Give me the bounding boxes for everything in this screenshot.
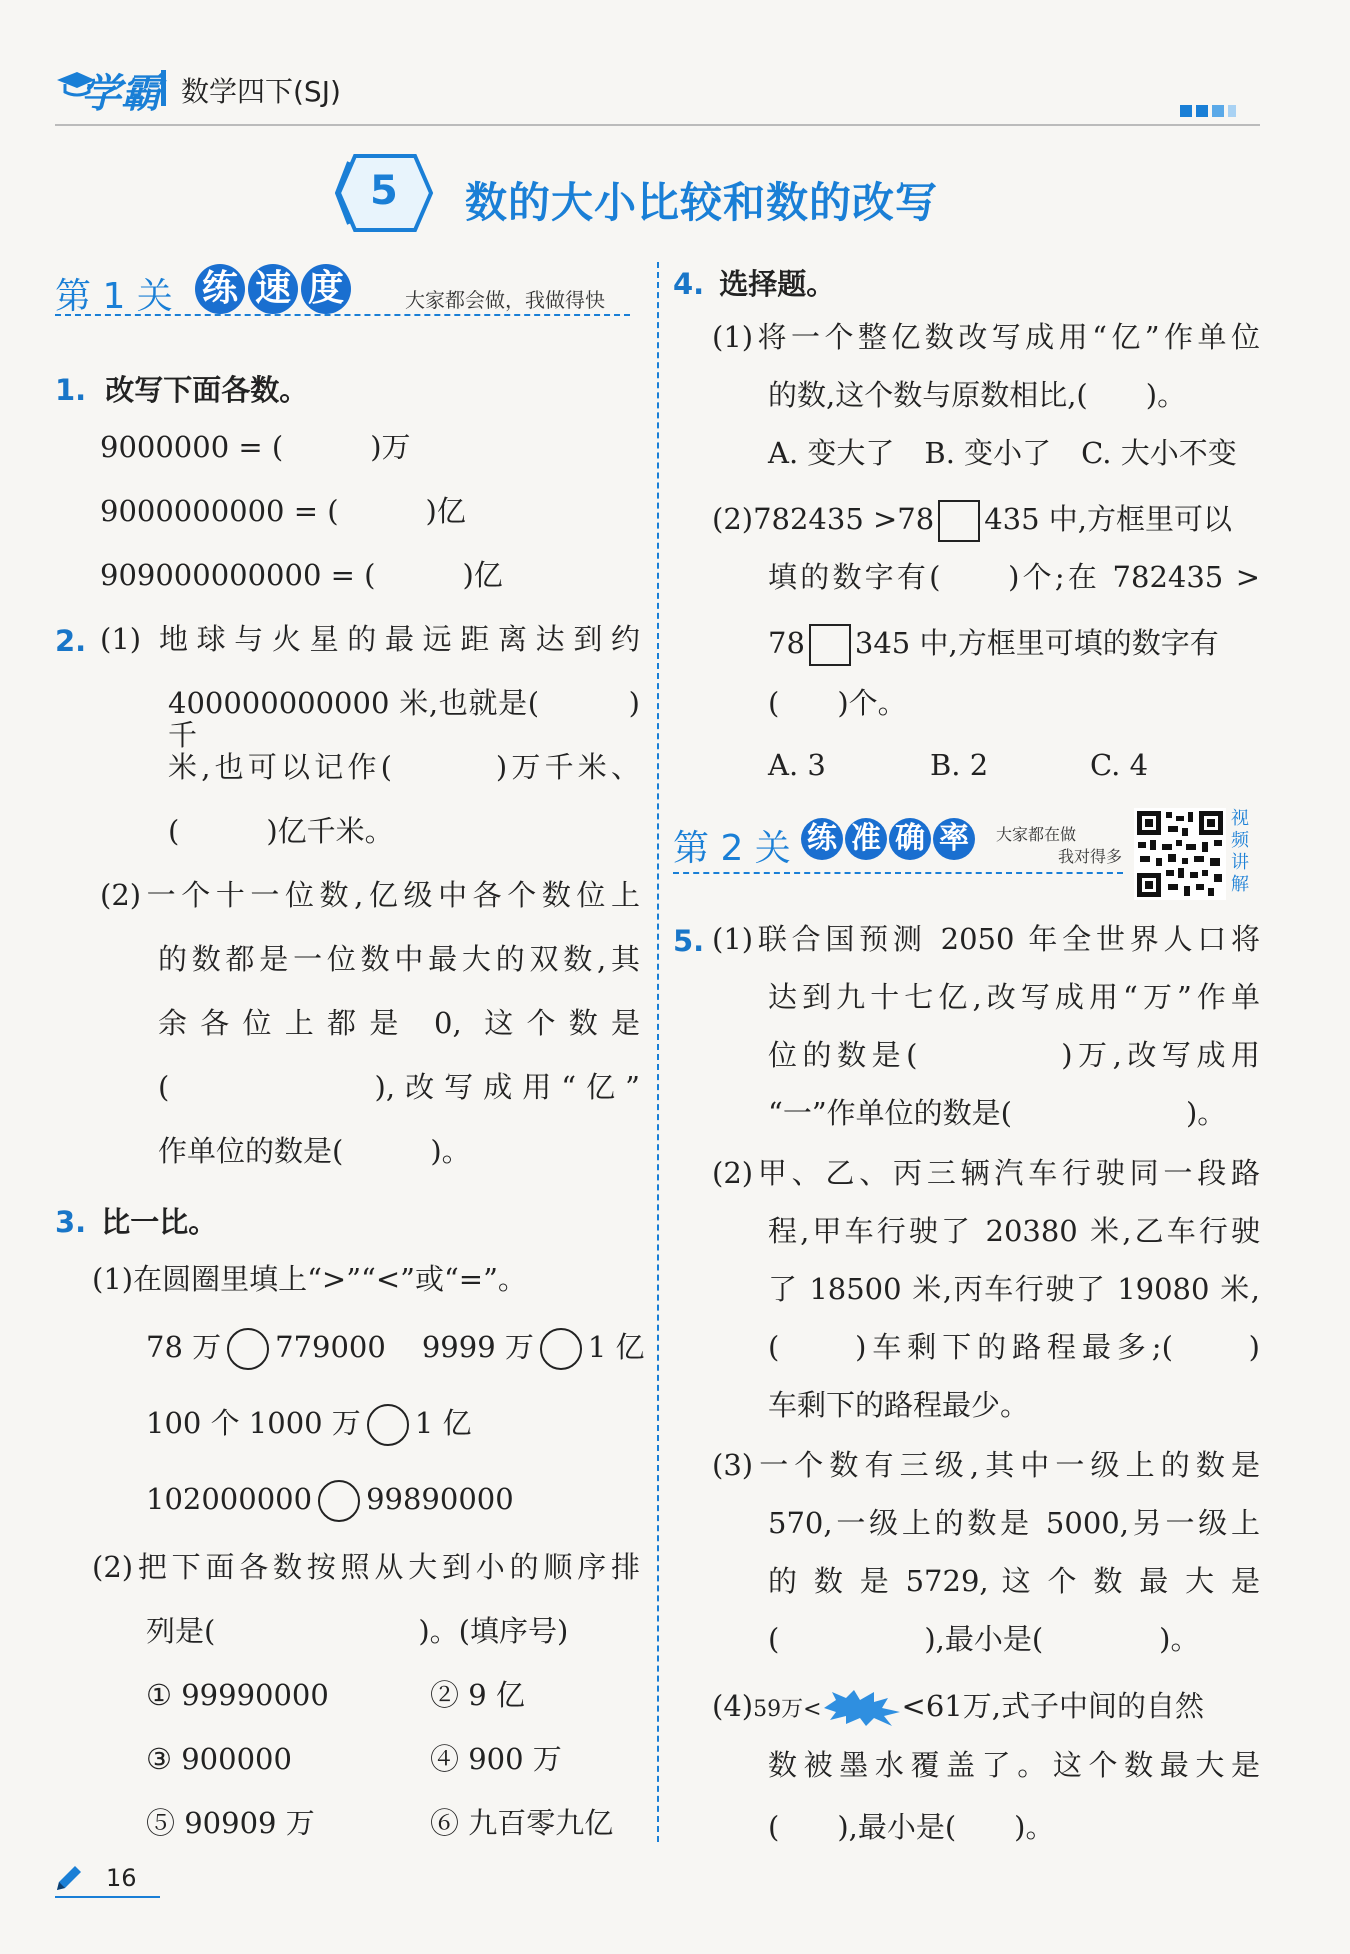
q4-p2-option-b: B. 2 — [930, 748, 989, 782]
q5-p4-line1: (4)59万< <61万,式子中间的自然 — [712, 1688, 1204, 1728]
q5-p1-line3: 位的数是( )万,改写成用 — [768, 1038, 1260, 1072]
q2-p2-line1: (2)一个十一位数,亿级中各个数位上 — [100, 878, 640, 912]
q4-number: 4. — [673, 267, 705, 301]
q5-p2-line4: ( )车剩下的路程最多;( ) — [768, 1330, 1260, 1364]
q4-p2-line2: 填的数字有( )个;在 782435 > — [768, 560, 1260, 594]
q4-title: 选择题。 — [719, 267, 836, 301]
compare-circle[interactable] — [540, 1328, 582, 1370]
q3-p1-title: (1)在圆圈里填上“>”“<”或“=”。 — [92, 1262, 527, 1296]
q3-p2-line1: (2)把下面各数按照从大到小的顺序排 — [92, 1550, 640, 1584]
level1-label: 第 1 关 — [55, 276, 173, 317]
q5-p3-line1: (3)一个数有三级,其中一级上的数是 — [712, 1448, 1260, 1482]
q3-option-6: ⑥ 九百零九亿 — [430, 1806, 614, 1840]
level1-tagline: 大家都会做，我做得快 — [405, 288, 605, 312]
ink-splash-icon — [822, 1688, 902, 1728]
q3-compare-row2: 100 个 1000 万 1 亿 — [146, 1404, 471, 1446]
level2-label: 第 2 关 — [673, 828, 791, 869]
q3-title: 比一比。 — [101, 1205, 218, 1239]
q5-p4-line2: 数被墨水覆盖了。这个数最大是 — [768, 1748, 1260, 1782]
level2-banner — [673, 808, 1263, 908]
compare-circle[interactable] — [318, 1480, 360, 1522]
digit-box[interactable] — [809, 624, 851, 666]
q2-number: 2. — [55, 624, 87, 658]
qr-side-label: 视 频 讲 解 — [1231, 808, 1249, 895]
q3-number: 3. — [55, 1205, 87, 1239]
level2-bubbles: 练 准 确 率 — [801, 818, 977, 860]
q3-p2-line2: 列是( )。(填序号) — [146, 1614, 569, 1648]
q5-p2-line2: 程,甲车行驶了 20380 米,乙车行驶 — [768, 1214, 1260, 1248]
q3-option-3: ③ 900000 — [146, 1742, 292, 1776]
header-squares — [1180, 102, 1236, 121]
q5-p2-line3: 了 18500 米,丙车行驶了 19080 米, — [768, 1272, 1260, 1306]
q5-p3-line4: ( ),最小是( )。 — [768, 1622, 1200, 1656]
q3-heading — [55, 1200, 217, 1241]
chapter-number: 5 — [370, 168, 398, 214]
chapter-title: 数的大小比较和数的改写 — [465, 178, 939, 227]
q4-p2-line3: 78 345 中,方框里可填的数字有 — [768, 624, 1219, 666]
q4-p2-line4: ( )个。 — [768, 686, 907, 720]
q1-heading — [55, 368, 308, 409]
footer-rule — [55, 1896, 160, 1898]
q5-p2-line1: (2)甲、乙、丙三辆汽车行驶同一段路 — [712, 1156, 1260, 1190]
logo: 学霸 — [81, 71, 161, 117]
page-number: 16 — [106, 1864, 137, 1892]
q3-option-5: ⑤ 90909 万 — [146, 1806, 315, 1840]
q4-p1-line1: (1)将一个整亿数改写成用“亿”作单位 — [712, 320, 1260, 354]
q2-p2-line5: 作单位的数是( )。 — [158, 1134, 471, 1168]
q3-compare-row3: 102000000 99890000 — [146, 1480, 514, 1522]
q2-p2-line3: 余各位上都是 0, 这个数是 — [158, 1006, 640, 1040]
q5-number: 5. — [673, 924, 705, 958]
header — [55, 60, 1260, 130]
q1-title: 改写下面各数。 — [105, 373, 309, 407]
level1-underline — [55, 314, 630, 316]
q3-option-2: ② 9 亿 — [430, 1678, 525, 1712]
level2-tagline-1: 大家都在做 — [996, 825, 1077, 844]
q3-option-4: ④ 900 万 — [430, 1742, 562, 1776]
compare-circle[interactable] — [367, 1404, 409, 1446]
q1-number: 1. — [55, 373, 87, 407]
q5-p1-line2: 达到九十七亿,改写成用“万”作单 — [768, 980, 1260, 1014]
level1-banner — [55, 262, 635, 322]
q2-p2-line4: ( ),改写成用“亿” — [158, 1070, 640, 1104]
level1-bubbles: 练 速 度 — [195, 264, 354, 314]
q4-p2-option-a: A. 3 — [768, 748, 826, 782]
q1-item-1: 9000000 = ( )万 — [100, 430, 411, 464]
q5-p3-line2: 570,一级上的数是 5000,另一级上 — [768, 1506, 1260, 1540]
q4-p2-line1: (2)782435 >78 435 中,方框里可以 — [712, 500, 1232, 542]
book-title: 数学四下(SJ) — [181, 75, 341, 108]
logo-divider — [161, 70, 166, 106]
q3-compare-row1: 78 万 779000 9999 万 1 亿 — [146, 1328, 645, 1370]
q2-p1-line1: (1) 地球与火星的最远距离达到约 — [100, 622, 640, 656]
digit-box[interactable] — [938, 500, 980, 542]
qr-code-icon[interactable] — [1134, 808, 1226, 900]
q1-item-2: 9000000000 = ( )亿 — [100, 494, 466, 528]
q2-p1-line4: ( )亿千米。 — [168, 814, 394, 848]
q2-p1-line3: 米,也可以记作( )万千米、 — [168, 750, 640, 784]
q4-p2-option-c: C. 4 — [1090, 748, 1149, 782]
q5-p1-line1: (1)联合国预测 2050 年全世界人口将 — [712, 922, 1260, 956]
q5-p3-line3: 的 数 是 5729, 这 个 数 最 大 是 — [768, 1564, 1260, 1598]
q2-p1-line2: 400000000000 米,也就是( )千 — [168, 686, 640, 752]
level2-tagline-2: 我对得多 — [1058, 847, 1123, 866]
q2-p2-line2: 的数都是一位数中最大的双数,其 — [158, 942, 640, 976]
q4-p1-options: A. 变大了 B. 变小了 C. 大小不变 — [768, 436, 1237, 470]
q5-p1-line4: “一”作单位的数是( )。 — [768, 1096, 1227, 1130]
q4-heading — [673, 262, 835, 303]
column-divider — [657, 262, 659, 1842]
q5-p4-line3: ( ),最小是( )。 — [768, 1810, 1055, 1844]
q1-item-3: 909000000000 = ( )亿 — [100, 558, 503, 592]
q5-p2-line5: 车剩下的路程最少。 — [768, 1388, 1030, 1422]
compare-circle[interactable] — [227, 1328, 269, 1370]
level2-underline — [673, 872, 1123, 874]
header-rule — [55, 124, 1260, 126]
q4-p1-line2: 的数,这个数与原数相比,( )。 — [768, 378, 1187, 412]
pencil-icon — [55, 1862, 85, 1892]
q3-option-1: ① 99990000 — [146, 1678, 329, 1712]
